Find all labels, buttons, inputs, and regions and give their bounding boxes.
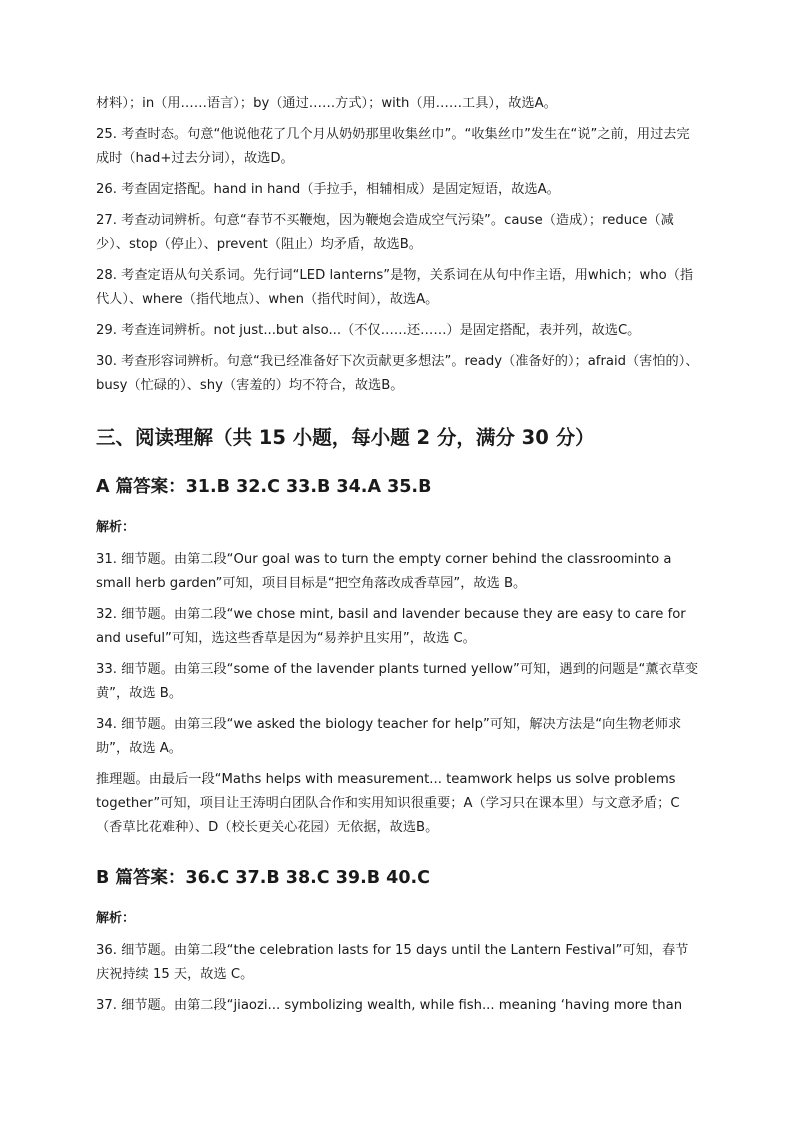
paragraph-q28: 28. 考查定语从句关系词。先行词“LED lanterns”是物，关系词在从句中作主语，用which；who（指代人）、where（指代地点）、when（指代时间），故选A。 [96, 268, 694, 307]
paragraph-q36: 36. 细节题。由第二段“the celebration lasts for 15 days until the Lantern Festival”可知，春节庆祝持续 15 天，故选 C。 [96, 943, 689, 982]
paragraph-q26: 26. 考查固定搭配。hand in hand（手拉手，相辅相成）是固定短语，故选A。 [96, 182, 560, 197]
paragraph-q29: 29. 考查连词辨析。not just...but also...（不仅……还……）是固定搭配，表并列，故选C。 [96, 323, 641, 338]
part-a-analysis-label: 解析： [96, 520, 136, 535]
spacer [96, 847, 700, 865]
part-b-analysis-label: 解析： [96, 911, 136, 926]
paragraph-q33: 33. 细节题。由第三段“some of the lavender plants turned yellow”可知，遇到的问题是“薰衣草变黄”，故选 B。 [96, 662, 699, 701]
paragraph-q25: 25. 考查时态。句意“他说他花了几个月从奶奶那里收集丝巾”。“收集丝巾”发生在“说”之前，用过去完成时（had+过去分词），故选D。 [96, 127, 690, 166]
paragraph-q27: 27. 考查动词辨析。句意“春节不买鞭炮，因为鞭炮会造成空气污染”。cause（造成）；reduce（减少）、stop（停止）、prevent（阻止）均矛盾，故选B。 [96, 213, 674, 252]
paragraph-q35: 推理题。由最后一段“Maths helps with measurement... teamwork helps us solve problems together”可知，项目让王涛明白团队合作和实用知识很重要；A（学习只在课本里）与文意矛盾；C（香草比花难种）、D（校长更关心花园）无依据，故选B。 [96, 772, 680, 835]
paragraph-q37: 37. 细节题。由第二段“jiaozi... symbolizing wealth, while fish... meaning ‘having more than [96, 998, 683, 1013]
paragraph-q30: 30. 考查形容词辨析。句意“我已经准备好下次贡献更多想法”。ready（准备好的）；afraid（害怕的）、busy（忙碌的）、shy（害羞的）均不符合，故选B。 [96, 354, 699, 393]
paragraph-q31: 31. 细节题。由第二段“Our goal was to turn the empty corner behind the classroominto a small herb garden”可知，项目目标是“把空角落改成香草园”，故选 B。 [96, 552, 672, 591]
part-b-answer-title: B 篇答案：36.C 37.B 38.C 39.B 40.C [96, 868, 431, 888]
part-a-answer-title: A 篇答案：31.B 32.C 33.B 34.A 35.B [96, 477, 432, 497]
section-title-reading: 三、阅读理解（共 15 小题，每小题 2 分，满分 30 分） [96, 426, 595, 449]
paragraph-q24-continued: 材料）；in（用……语言）；by（通过……方式）；with（用……工具），故选A。 [96, 96, 557, 111]
document-page [96, 92, 700, 1025]
paragraph-q34: 34. 细节题。由第三段“we asked the biology teacher for help”可知，解决方法是“向生物老师求助”，故选 A。 [96, 717, 682, 756]
paragraph-q32: 32. 细节题。由第二段“we chose mint, basil and lavender because they are easy to care for and useful”可知，选这些香草是因为“易养护且实用”，故选 C。 [96, 607, 686, 646]
